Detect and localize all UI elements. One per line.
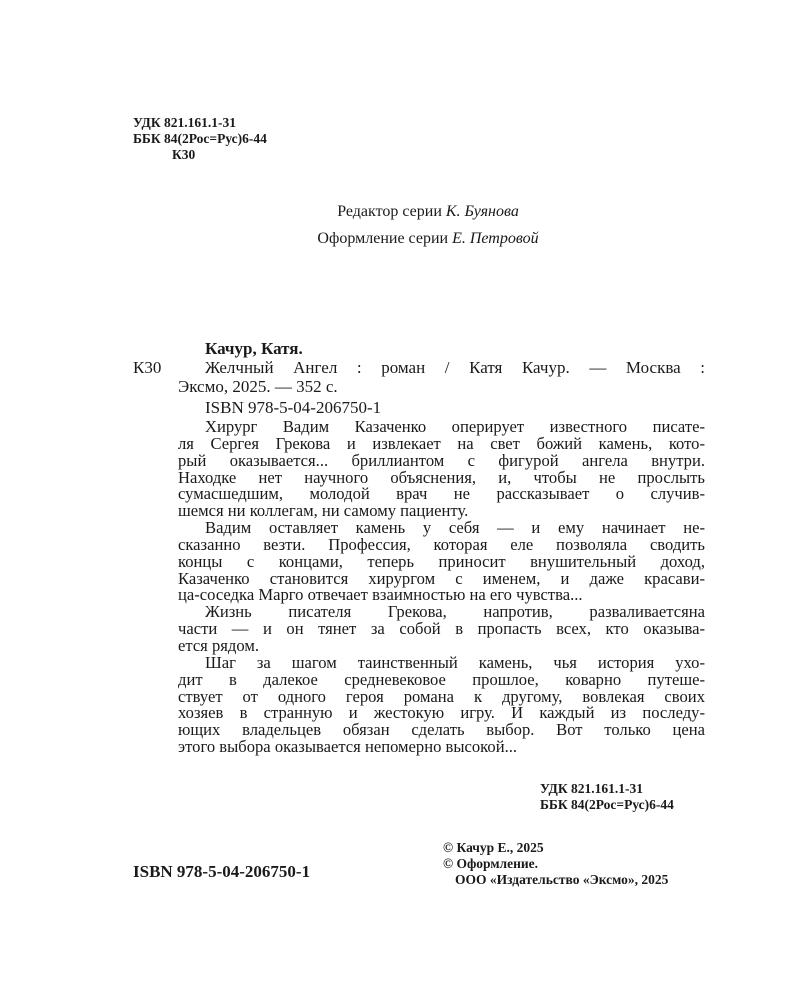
annotation-line: Шаг за шагом таинственный камень, чья история ухо-: [205, 652, 705, 672]
annotation-line: ца-соседка Марго отвечает взаимностью на его чувства...: [178, 585, 583, 605]
annotation-text: [178, 419, 705, 756]
author-mark: К30: [172, 147, 196, 162]
bottom-bbk: ББК 84(2Рос=Рус)6-44: [540, 797, 674, 812]
annotation-line: сумасшедшим, молодой врач не рассказывает о случив-: [178, 484, 705, 504]
annotation-line: Жизнь писателя Грекова, напротив, разваливаетсяна: [205, 602, 705, 622]
annotation-line: Хирург Вадим Казаченко оперирует известного писате-: [205, 417, 705, 436]
annotation-line: Находке нет научного объяснения, и, чтобы не прослыть: [178, 467, 705, 487]
bbk-code: ББК 84(2Рос=Рус)6-44: [133, 131, 267, 146]
udk-code: УДК 821.161.1-31: [133, 115, 236, 130]
editor-name: К. Буянова: [445, 203, 519, 220]
annotation-line: концы с концами, теперь приносит внушительный доход,: [178, 551, 705, 571]
bib-author: Качур, Катя.: [205, 339, 303, 358]
series-editor: [0, 203, 800, 221]
bottom-udk: УДК 821.161.1-31: [540, 781, 643, 796]
annotation-line: сказанно везти. Профессия, которая еле позволяла сводить: [178, 534, 705, 554]
annotation-line: рый оказывается... бриллиантом с фигурой ангела внутри.: [178, 450, 705, 470]
annotation-line: ющих владельцев обязан сделать выбор. Вот только цена: [178, 720, 705, 740]
annotation-line: дит в далекое средневековое прошлое, коварно путеше-: [178, 669, 705, 689]
bib-title-line: Желчный Ангел : роман / Катя Качур. — Москва :: [205, 358, 705, 377]
annotation-line: части — и он тянет за собой в пропасть всех, кто оказыва-: [178, 619, 705, 639]
footer-isbn: ISBN 978-5-04-206750-1: [133, 862, 311, 881]
annotation-line: ется рядом.: [178, 635, 259, 655]
bib-mark: К30: [133, 358, 162, 377]
annotation-line: Вадим оставляет камень у себя — и ему начинает не-: [205, 518, 705, 538]
annotation-line: этого выбора оказывается непомерно высокой...: [178, 737, 518, 757]
series-design: [0, 230, 800, 248]
annotation-line: Казаченко становится хирургом с именем, и даже красави-: [178, 568, 705, 588]
design-name: Е. Петровой: [452, 230, 539, 247]
design-label: Оформление серии: [317, 230, 449, 247]
editor-label: Редактор серии: [337, 203, 442, 220]
bib-isbn: ISBN 978-5-04-206750-1: [205, 398, 382, 417]
annotation-line: ля Сергея Грекова и извлекает на свет божий камень, кото-: [178, 433, 705, 453]
bib-pub-line: Эксмо, 2025. — 352 с.: [178, 377, 338, 396]
copyright-author: © Качур Е., 2025: [443, 840, 544, 855]
publisher: ООО «Издательство «Эксмо», 2025: [455, 872, 669, 887]
annotation-line: шемся ни коллегам, ни самому пациенту.: [178, 501, 469, 521]
copyright-design: © Оформление.: [443, 856, 539, 871]
annotation-line: ствует от одного героя романа к другому, вовлекая своих: [178, 686, 705, 706]
annotation-line: хозяев в странную и жестокую игру. И каждый из последу-: [178, 703, 705, 723]
